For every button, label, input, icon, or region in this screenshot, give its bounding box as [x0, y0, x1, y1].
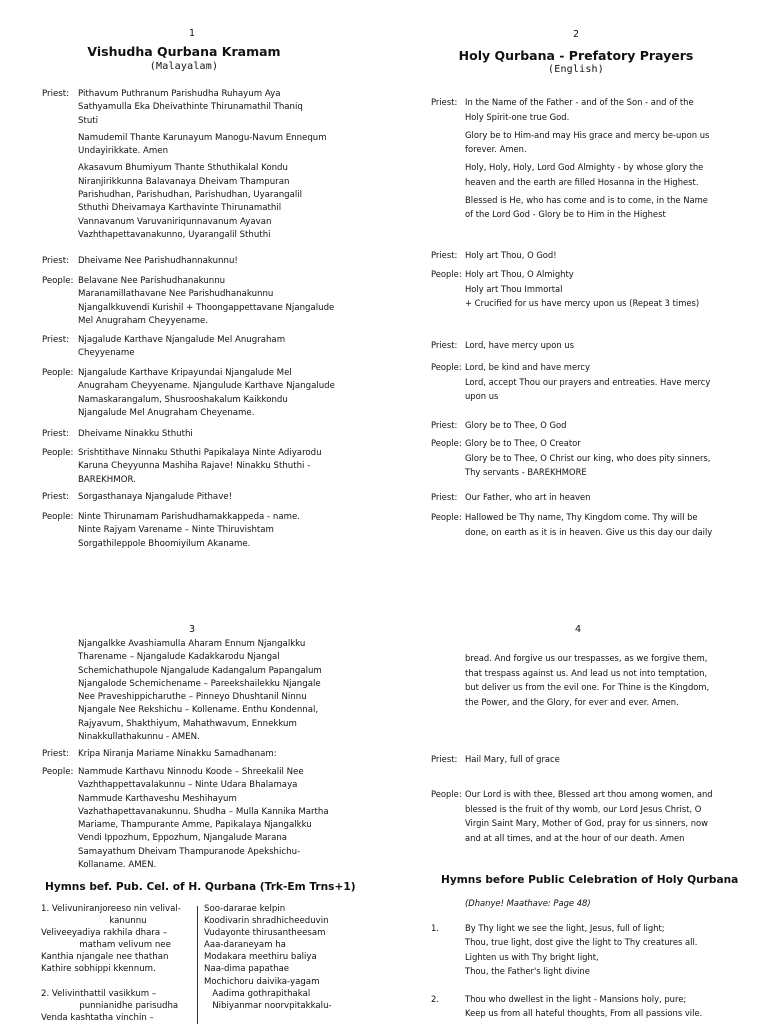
text-line: forever. Amen.: [465, 144, 527, 154]
text-line: Ninte Thirunamam Parishudhamakkappeda - name.: [78, 512, 300, 522]
speaker-label: Priest:: [431, 97, 458, 107]
text-line: Samayathum Dheivam Thampuranode Apekshichu-: [78, 846, 301, 857]
text-line: of the Lord God - Glory be to Him in the Highest: [465, 209, 666, 219]
text-line: Glory be to Him-and may His grace and mercy be-upon us: [465, 129, 710, 140]
hymn-line: punnianidhe parisudha: [41, 1000, 179, 1011]
text-line: Ninte Rajyam Varename – Ninte Thiruvishtam: [78, 525, 274, 536]
text-line: Namudemil Thante Karunayum Manogu-Navum Ennequm: [78, 132, 327, 143]
hymn-line: Thou, the Father's light divine: [465, 965, 590, 976]
hymn-line: By Thy light we see the light, Jesus, full of light;: [465, 923, 665, 933]
text-line: Njangalkkuvendi Kurishil + Thoongappettavane Njangalude: [78, 302, 335, 313]
text-line: Hail Mary, full of grace: [465, 754, 560, 764]
hymn-line: Vudayonte thirusantheesam: [204, 928, 326, 939]
hymn-line: Aaa-daraneyam ha: [204, 940, 286, 951]
hymn-line: Thou who dwellest in the light - Mansions holy, pure;: [465, 994, 687, 1004]
hymn-heading: Hymns before Public Celebration of Holy Qurbana: [441, 874, 739, 886]
text-line: Holy Spirit-one true God.: [465, 111, 570, 122]
text-line: Virgin Saint Mary, Mother of God, pray for us sinners, now: [465, 818, 708, 828]
hymn-line: 1. Velivuniranjoreeso nin velival-: [41, 904, 181, 914]
speaker-label: People:: [431, 789, 462, 799]
text-line: In the Name of the Father - and of the Son - and of the: [465, 97, 694, 107]
speaker-label: Priest:: [431, 492, 458, 502]
text-line: Holy art Thou Immortal: [465, 283, 563, 294]
text-line: Vendi Ippozhum, Eppozhum, Njangalude Marana: [78, 833, 288, 844]
page-number: 3: [188, 624, 196, 635]
page-2: [384, 0, 768, 537]
text-line: Srishtithave Ninnaku Sthuthi Papikalaya Ninte Adiyarodu: [78, 448, 322, 458]
text-line: Pithavum Puthranum Parishudha Ruhayum Aya: [78, 89, 281, 99]
page-4: [384, 512, 768, 1024]
text-line: Thy servants - BAREKHMORE: [465, 467, 587, 477]
hymn-reference: (Dhanye! Maathave: Page 48): [465, 898, 591, 908]
text-line: Njagalude Karthave Njangalude Mel Anugraham: [78, 335, 286, 345]
speaker-label: People:: [431, 362, 462, 372]
page-subtitle: (English): [548, 64, 604, 75]
text-line: Our Father, who art in heaven: [465, 492, 591, 502]
text-line: Hallowed be Thy name, Thy Kingdom come. Thy will be: [465, 512, 698, 522]
speaker-label: Priest:: [431, 250, 458, 260]
page-number: 1: [188, 28, 196, 39]
text-line: Kollaname. AMEN.: [78, 860, 157, 871]
hymn-line: Koodivarin shradhicheeduvin: [204, 916, 329, 927]
text-line: Kripa Niranja Mariame Ninakku Samadhanam:: [78, 749, 277, 759]
text-line: Nammude Karthavu Ninnodu Koode – Shreekalil Nee: [78, 767, 304, 777]
text-line: Holy art Thou, O Almighty: [465, 269, 574, 279]
hymn-line: Kathire sobhippi kkennum.: [41, 964, 156, 975]
text-line: Mariame, Thampurante Amme, Papikalaya Njangalkku: [78, 820, 312, 831]
text-line: and at all times, and at the hour of our death. Amen: [465, 832, 685, 843]
hymn-line: Venda kashtatha vinchin –: [41, 1012, 154, 1023]
speaker-label: Priest:: [42, 429, 69, 439]
speaker-label: Priest:: [431, 754, 458, 764]
text-line: done, on earth as it is in heaven. Give us this day our daily: [465, 526, 713, 537]
text-line: Blessed is He, who has come and is to come, in the Name: [465, 194, 708, 205]
text-line: Njangale Nee Rekshichu – Kollename. Enthu Kondennal,: [78, 705, 319, 716]
hymn-line: Soo-dararae kelpin: [204, 904, 286, 914]
text-line: Vazhthappettavalakunnu – Ninte Udara Bhalamaya: [78, 780, 298, 791]
speaker-label: Priest:: [42, 749, 69, 759]
text-line: Lord, accept Thou our prayers and entreaties. Have mercy: [465, 376, 711, 387]
speaker-label: People:: [42, 448, 74, 458]
speaker-label: People:: [42, 767, 74, 777]
page-number: 4: [574, 624, 582, 635]
text-line: Sthuthi Dheivamaya Karthavinte Thirunamathil: [78, 203, 282, 214]
page-number: 2: [572, 29, 580, 40]
speaker-label: People:: [42, 368, 74, 378]
speaker-label: People:: [431, 438, 462, 448]
text-line: Ninakkullathakunnu - AMEN.: [78, 732, 200, 743]
text-line: Karuna Cheyyunna Mashiha Rajave! Ninakku Sthuthi -: [78, 461, 311, 472]
speaker-label: Priest:: [42, 89, 69, 99]
hymn-line: Nibiyanmar noorvpitakkalu-: [204, 1000, 332, 1011]
text-line: Tharename – Njangalude Kadakkarodu Njangal: [78, 652, 280, 663]
text-line: Cheyyename: [78, 348, 135, 359]
hymn-line: Mochichoru daivika-yagam: [204, 976, 320, 987]
text-line: + Crucified for us have mercy upon us (Repeat 3 times): [465, 298, 700, 308]
hymn-column-left: [41, 903, 181, 1024]
hymn-line: matham velivum nee: [41, 940, 171, 951]
text-line: Lord, be kind and have mercy: [465, 362, 590, 372]
text-line: Lord, have mercy upon us: [465, 340, 574, 350]
text-line: Dheivame Nee Parishudhannakunnu!: [78, 256, 238, 266]
page-title: Vishudha Qurbana Kramam: [87, 44, 281, 59]
page-3: [0, 512, 384, 1024]
hymn-line: 2. Velivinthattil vasikkum –: [41, 988, 157, 999]
text-line: Vannavanum Varuvaniriqunnavanum Ayavan: [78, 216, 272, 227]
text-line: Vazhthapettavanakunno, Uyarangalil Sthuthi: [78, 229, 271, 240]
text-line: Sorgathileppole Bhoomiyilum Akaname.: [78, 538, 251, 549]
text-line: Glory be to Thee, O God: [465, 420, 567, 430]
speaker-label: Priest:: [42, 335, 69, 345]
speaker-label: Priest:: [431, 340, 458, 350]
text-line: upon us: [465, 391, 499, 401]
speaker-label: People:: [431, 269, 462, 279]
text-line: Njangalude Mel Anugraham Cheyename.: [78, 407, 255, 418]
hymn-line: Kanthia njangale nee thathan: [41, 952, 169, 963]
speaker-label: Priest:: [431, 420, 458, 430]
text-line: Namaskarangalum, Shusrooshakalum Kaikkondu: [78, 394, 288, 405]
text-line: Akasavum Bhumiyum Thante Sthuthikalal Kondu: [78, 163, 288, 174]
text-line: Undayirikkate. Amen: [78, 146, 169, 157]
text-line: Belavane Nee Parishudhanakunnu: [78, 276, 226, 286]
text-line: Stuti: [78, 115, 99, 126]
hymn-line: Veliveeyadiya rakhila dhara –: [41, 928, 168, 939]
text-line: but deliver us from the evil one. For Thine is the Kingdom,: [465, 682, 710, 692]
speaker-label: People:: [431, 512, 462, 522]
text-line: Njangalude Karthave Kripayundai Njangalude Mel: [78, 368, 292, 378]
text-line: Niranjirikkunna Balavanaya Dheivam Thampuran: [78, 176, 290, 187]
text-line: Nee Praveshippicharuthe – Pinneyo Dhushtanil Ninnu: [78, 692, 307, 703]
page-1: [0, 0, 384, 549]
stanza-number: 1.: [431, 923, 439, 933]
stanza-number: 2.: [431, 994, 439, 1004]
text-line: Parishudhan, Parishudhan, Parishudhan, Uyarangalil: [78, 190, 303, 201]
text-line: Rajyavum, Shakthiyum, Mahathwavum, Ennekkum: [78, 718, 297, 729]
speaker-label: People:: [42, 512, 74, 522]
text-line: Dheivame Ninakku Sthuthi: [78, 429, 193, 439]
text-line: Vazhathapettavanakunnu. Shudha – Mulla Kannika Martha: [78, 806, 329, 817]
text-line: Glory be to Thee, O Christ our king, who does pity sinners,: [465, 452, 711, 463]
text-line: Njangalkke Avashiamulla Aharam Ennum Njangalkku: [78, 639, 306, 649]
hymn-line: Thou, true light, dost give the light to Thy creatures all.: [465, 937, 698, 948]
hymn-line: [41, 976, 181, 988]
page-title: Holy Qurbana - Prefatory Prayers: [458, 48, 694, 63]
hymn-column-right: [204, 903, 332, 1012]
column-divider: [197, 906, 198, 1024]
text-line: blessed is the fruit of thy womb, our Lord Jesus Christ, O: [465, 803, 702, 814]
text-line: Anugraham Cheyyename. Njangulude Karthave Njangalude: [78, 381, 335, 392]
text-line: Schemichathupole Njangalude Kadangalum Papangalum: [78, 665, 322, 676]
text-line: Glory be to Thee, O Creator: [465, 438, 581, 448]
text-line: Sathyamulla Eka Dheivathinte Thirunamathil Thaniq: [78, 102, 303, 113]
speaker-label: Priest:: [42, 492, 69, 502]
text-line: that trespass against us. And lead us not into temptation,: [465, 667, 708, 678]
speaker-label: Priest:: [42, 256, 69, 266]
hymn-line: Modakara meethiru baliya: [204, 952, 317, 963]
hymn-line: Keep us from all hateful thoughts, From all passions vile.: [465, 1008, 703, 1019]
text-line: the Power, and the Glory, for ever and ever. Amen.: [465, 696, 679, 707]
text-line: Sorgasthanaya Njangalude Pithave!: [78, 492, 233, 502]
hymn-line: Lighten us with Thy bright light,: [465, 951, 599, 962]
text-line: Our Lord is with thee, Blessed art thou among women, and: [465, 789, 713, 799]
hymn-heading: Hymns bef. Pub. Cel. of H. Qurbana (Trk-Em Trns+1): [45, 881, 356, 893]
text-line: Mel Anugraham Cheyyename.: [78, 315, 208, 326]
speaker-label: People:: [42, 276, 74, 286]
text-line: Nammude Karthaveshu Meshihayum: [78, 793, 237, 804]
text-line: BAREKHMOR.: [78, 474, 136, 485]
hymn-line: Naa-dima papathae: [204, 964, 290, 975]
text-line: bread. And forgive us our trespasses, as we forgive them,: [465, 653, 708, 663]
text-line: Njangalode Schemichename – Pareekshailekku Njangale: [78, 678, 321, 689]
hymn-line: kanunnu: [41, 916, 147, 927]
text-line: Holy art Thou, O God!: [465, 250, 557, 260]
text-line: heaven and the earth are filled Hosanna in the Highest.: [465, 176, 699, 187]
hymn-line: Aadima gothrapithakal: [204, 988, 311, 999]
text-line: Holy, Holy, Holy, Lord God Almighty - by whose glory the: [465, 162, 704, 172]
page-subtitle: (Malayalam): [149, 61, 219, 72]
text-line: Maranamillathavane Nee Parishudhanakunnu: [78, 289, 274, 300]
